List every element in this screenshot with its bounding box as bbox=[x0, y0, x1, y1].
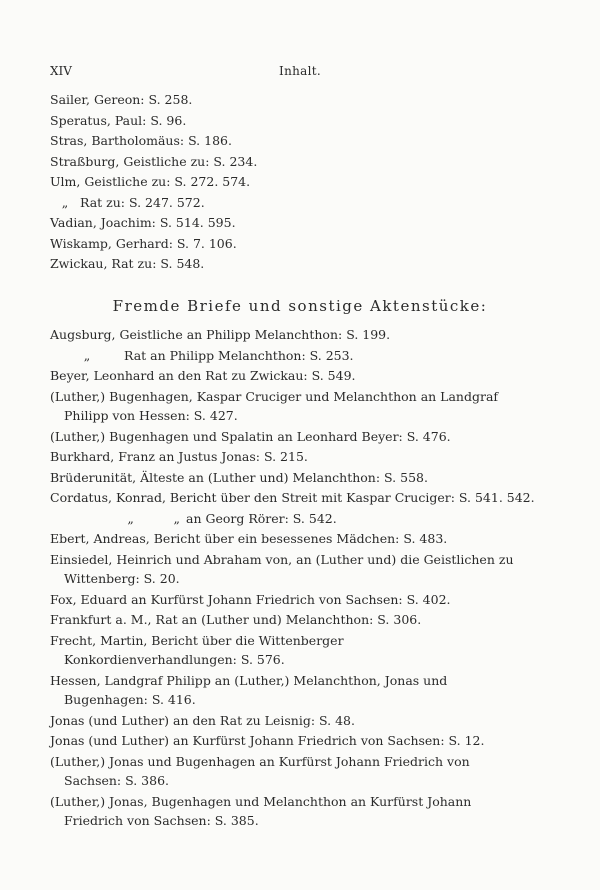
index-entry: Cordatus, Konrad, Bericht über den Streit mit Kaspar Cruciger: S. 541. 542. bbox=[50, 490, 535, 505]
index-entry: Ulm, Geistliche zu: S. 272. 574. bbox=[50, 174, 251, 189]
index-entry: (Luther,) Bugenhagen, Kaspar Cruciger und Melanchthon an Landgraf Philipp von Hessen: S. 427. bbox=[50, 388, 499, 423]
ditto-mark: „ bbox=[83, 347, 91, 363]
index-entry: (Luther,) Jonas, Bugenhagen und Melanchthon an Kurfürst Johann Friedrich von Sachsen: S. 385. bbox=[50, 793, 472, 828]
index-entry: Frecht, Martin, Bericht über die Wittenberger Konkordienverhandlungen: S. 576. bbox=[50, 632, 344, 667]
page-header bbox=[50, 64, 550, 82]
ditto-mark: „ „ bbox=[127, 510, 180, 526]
index-entry: Vadian, Joachim: S. 514. 595. bbox=[50, 215, 236, 230]
index-entry: Sailer, Gereon: S. 258. bbox=[50, 92, 193, 107]
index-entry: Zwickau, Rat zu: S. 548. bbox=[50, 256, 205, 271]
index-entry: Augsburg, Geistliche an Philipp Melanchthon: S. 199. bbox=[50, 327, 391, 342]
ditto-mark: „ bbox=[61, 194, 69, 210]
index-entry: Hessen, Landgraf Philipp an (Luther,) Melanchthon, Jonas und Bugenhagen: S. 416. bbox=[50, 672, 448, 707]
index-entry: Ebert, Andreas, Bericht über ein besessenes Mädchen: S. 483. bbox=[50, 531, 448, 546]
index-entry: Speratus, Paul: S. 96. bbox=[50, 112, 187, 128]
index-entry: Jonas (und Luther) an Kurfürst Johann Friedrich von Sachsen: S. 12. bbox=[50, 733, 485, 748]
index-entry: „ Rat an Philipp Melanchthon: S. 253. bbox=[50, 346, 520, 367]
index-entry: Wiskamp, Gerhard: S. 7. 106. bbox=[50, 235, 237, 251]
running-title: Inhalt. bbox=[279, 64, 321, 78]
index-entry: „ „ an Georg Rörer: S. 542. bbox=[50, 509, 520, 530]
index-entry: Fox, Eduard an Kurfürst Johann Friedrich von Sachsen: S. 402. bbox=[50, 591, 451, 607]
index-entry: Brüderunität, Älteste an (Luther und) Melanchthon: S. 558. bbox=[50, 469, 428, 485]
index-entry: (Luther,) Bugenhagen und Spalatin an Leonhard Beyer: S. 476. bbox=[50, 428, 451, 444]
index-entry: Beyer, Leonhard an den Rat zu Zwickau: S. 549. bbox=[50, 368, 356, 383]
index-entry: Straßburg, Geistliche zu: S. 234. bbox=[50, 153, 258, 169]
index-entry: „ Rat zu: S. 247. 572. bbox=[50, 193, 520, 214]
index-entry: Stras, Bartholomäus: S. 186. bbox=[50, 133, 232, 148]
index-entry: Burkhard, Franz an Justus Jonas: S. 215. bbox=[50, 449, 308, 464]
index-entry: (Luther,) Jonas und Bugenhagen an Kurfürst Johann Friedrich von Sachsen: S. 386. bbox=[50, 753, 470, 788]
index-entry: Frankfurt a. M., Rat an (Luther und) Melanchthon: S. 306. bbox=[50, 612, 422, 627]
index-section-other-documents bbox=[50, 325, 535, 832]
page-number: XIV bbox=[50, 64, 72, 78]
index-entry: Einsiedel, Heinrich und Abraham von, an (Luther und) die Geistlichen zu Wittenberg: S. 20. bbox=[50, 551, 514, 586]
index-entry: Jonas (und Luther) an den Rat zu Leisnig: S. 48. bbox=[50, 712, 355, 728]
section-heading: Fremde Briefe und sonstige Aktenstücke: bbox=[112, 297, 488, 315]
index-section-letters bbox=[50, 90, 520, 275]
